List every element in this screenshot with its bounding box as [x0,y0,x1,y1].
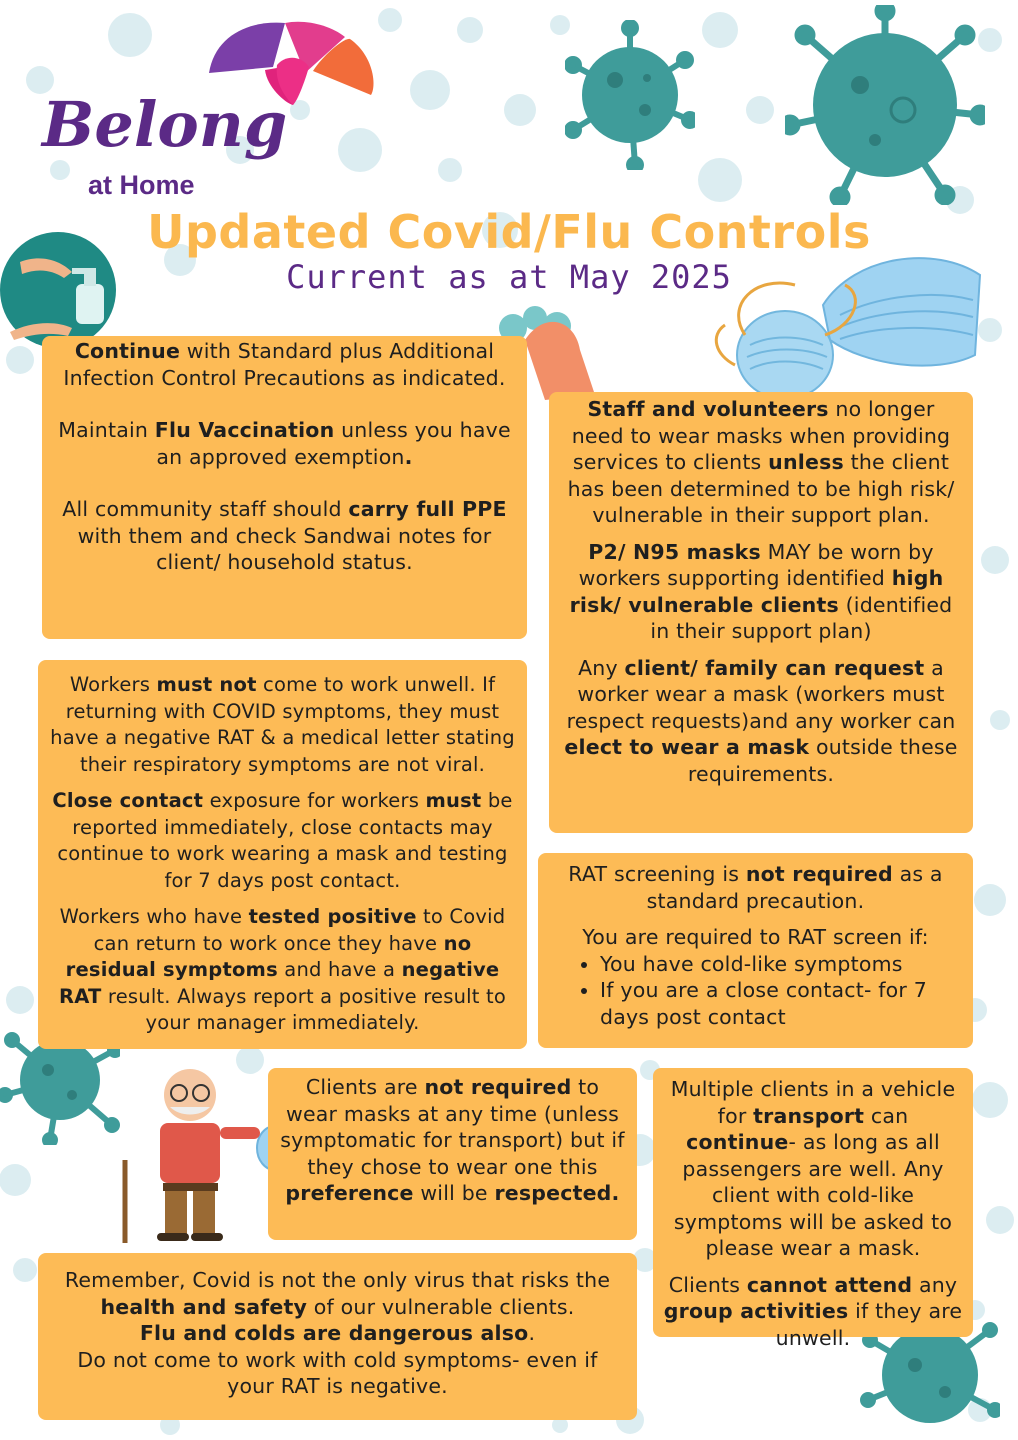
n95-masks-text: P2/ N95 masks MAY be worn by workers supporting identified high risk/ vulnerable clients (identified in their support plan) [569,539,953,643]
ppe-text: All community staff should carry full PPE with them and check Sandwai notes for client/ household status. [62,497,507,574]
info-box-staff-masks [549,392,973,833]
reminder-text: Remember, Covid is not the only virus that risks the health and safety of our vulnerable clients. [64,1268,611,1319]
bold-text: Flu Vaccination [154,418,335,442]
close-contact-text: Close contact exposure for workers must be reported immediately, close contacts may continue to work wearing a mask and testing for 7 days post contact. [52,789,513,892]
bold-text: client/ family can request [624,655,925,680]
bold-text: tested positive [248,905,417,928]
bold-text: high risk/ vulnerable clients [569,566,944,617]
bold-text: no residual symptoms [65,931,472,981]
info-box-rat-screening [538,853,973,1048]
rat-screening-text: RAT screening is not required as a standard precaution. [568,862,943,913]
bold-text: negative RAT [59,958,500,1008]
bold-text: Continue [74,339,181,363]
brand-tagline: at Home [88,170,195,200]
bold-text: elect to wear a mask [564,735,810,759]
virus-icon [785,5,985,205]
rat-screen-intro: You are required to RAT screen if: [582,925,929,949]
bold-text: not required [745,862,893,886]
bold-text: carry full PPE [348,497,507,521]
bold-text: not required [424,1075,572,1099]
workers-unwell-text: Workers must not come to work unwell. If returning with COVID symptoms, they must have a negative RAT & a medical letter stating their respiratory symptoms are not viral. [50,673,515,776]
info-box-workers [38,660,527,1049]
info-box-transport [653,1068,973,1350]
bold-text: cannot attend [746,1272,913,1297]
list-item: • You have cold-like symptoms [600,951,959,978]
bold-text: P2/ N95 masks [588,539,761,564]
bold-text: . [404,444,413,469]
elderly-man-illustration [115,1065,265,1245]
info-box-reminder [38,1253,637,1420]
bold-text: Staff and volunteers [587,397,829,421]
info-box-precautions [42,336,527,639]
bold-text: group activities [663,1299,849,1323]
bold-text: transport [753,1103,865,1128]
bold-text: unless [768,450,844,474]
bold-text: Flu and colds are dangerous also [139,1321,529,1345]
bold-text: must [425,789,482,812]
page-subtitle: Current as at May 2025 [286,258,732,296]
rat-screen-list [552,951,959,1031]
flu-vaccination-text: Maintain Flu Vaccination unless you have an approved exemption. [58,418,511,469]
group-activities-text: Clients cannot attend any group activities if they are unwell. [663,1272,963,1350]
mask-request-text: Any client/ family can request a worker wear a mask (workers must respect requests)and any worker can elect to wear a mask outside these requirements. [564,655,958,786]
bold-text: health and safety [100,1294,308,1319]
list-item: • If you are a close contact- for 7 days post contact [600,977,959,1030]
precautions-text: Continue with Standard plus Additional Infection Control Precautions as indicated. [63,339,506,390]
bold-text: must not [156,673,257,696]
staff-masks-text: Staff and volunteers no longer need to wear masks when providing services to clients unless the client has been determined to be high risk/ vulnerable in their support plan. [567,397,955,527]
bold-text: preference [285,1181,414,1205]
virus-icon [565,20,695,170]
bold-text: respected. [494,1181,620,1205]
info-box-client-masks [268,1068,637,1240]
cold-symptoms-text: Do not come to work with cold symptoms- even if your RAT is negative. [77,1347,598,1398]
page-title: Updated Covid/Flu Controls [147,205,871,259]
bold-text: continue [686,1130,789,1154]
bold-text: Close contact [52,789,204,812]
brand-name: Belong [42,88,288,161]
client-masks-text: Clients are not required to wear masks at any time (unless symptomatic for transport) but if they chose to wear one this preference will be respected. [280,1075,625,1205]
tested-positive-text: Workers who have tested positive to Covid can return to work once they have no residual symptoms and have a negative RAT result. Always report a positive result to your manager immediately. [59,905,506,1034]
transport-text: Multiple clients in a vehicle for transport can continue- as long as all passengers are well. Any client with cold-like symptoms will be asked to please wear a mask. [670,1077,956,1260]
flu-colds-text: Flu and colds are dangerous also. [139,1321,536,1345]
